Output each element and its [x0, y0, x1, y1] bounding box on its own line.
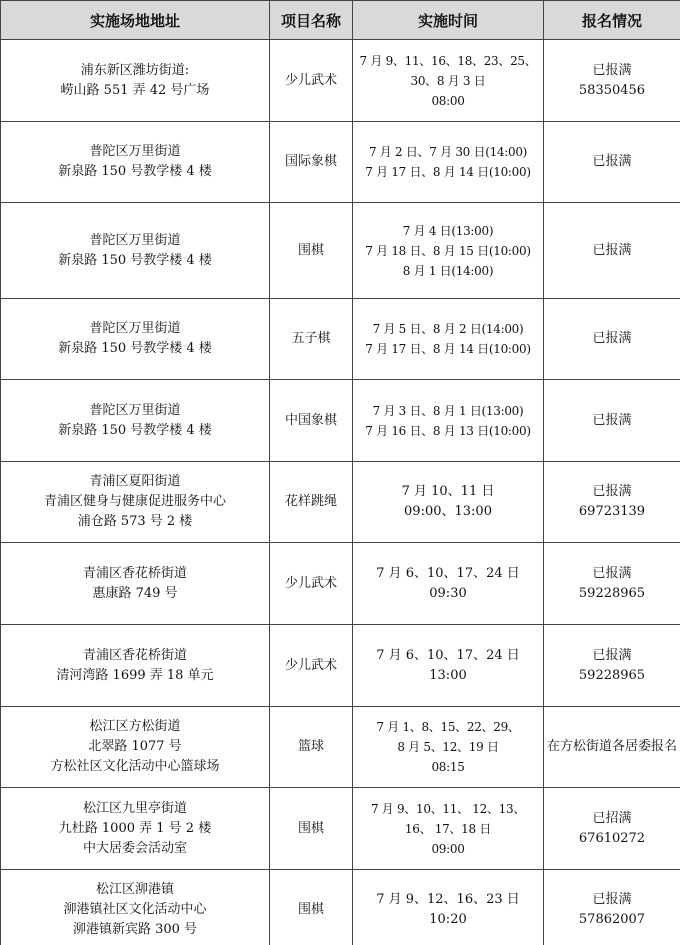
- time-line: 7 月 3 日、8 月 1 日(13:00): [372, 403, 524, 418]
- header-row: [1, 1, 680, 40]
- time-line: 7 月 16 日、8 月 13 日(10:00): [365, 423, 531, 438]
- address-line: 新泉路 150 号教学楼 4 楼: [58, 341, 212, 356]
- table-row: [1, 625, 680, 707]
- time-cell: [353, 707, 544, 788]
- time-line: 7 月 6、10、17、24 日: [376, 647, 520, 663]
- time-line: 7 月 18 日、8 月 15 日(10:00): [365, 243, 531, 258]
- status-text: 已报满: [592, 331, 632, 346]
- time-cell: [353, 299, 544, 380]
- time-line: 8 月 5、12、19 日: [397, 740, 499, 754]
- status-cell: [544, 870, 680, 945]
- address-line: 松江区九里亭街道: [82, 800, 187, 816]
- project-cell: 围棋: [270, 870, 353, 945]
- phone-number: 59228965: [578, 585, 646, 601]
- time-line: 7 月 9、11、16、18、23、25、: [359, 53, 537, 68]
- address-cell: [1, 870, 270, 945]
- address-line: 松江区方松街道: [89, 719, 181, 734]
- status-cell: [544, 299, 680, 380]
- status-cell: [544, 625, 680, 707]
- status-text: 已报满: [592, 484, 632, 499]
- address-line: 清河湾路 1699 弄 18 单元: [56, 667, 214, 683]
- status-cell: [544, 788, 680, 870]
- time-line: 7 月 9、12、16、23 日: [376, 892, 520, 907]
- time-line: 7 月 2 日、7 月 30 日(14:00): [368, 145, 528, 159]
- time-line: 7 月 17 日、8 月 14 日(10:00): [365, 165, 531, 179]
- status-text: 已报满: [592, 242, 632, 258]
- time-cell: [353, 543, 544, 625]
- status-text: 已报满: [592, 412, 632, 428]
- status-cell: [544, 40, 680, 122]
- time-line: 7 月 1、8、15、22、29、: [376, 720, 520, 734]
- address-line: 青浦区香花桥街道: [82, 647, 187, 663]
- address-line: 泖港镇社区文化活动中心: [63, 902, 207, 917]
- time-line: 10:20: [429, 912, 467, 927]
- time-line: 7 月 4 日(13:00): [402, 223, 494, 238]
- status-text: 已报满: [592, 62, 632, 78]
- time-line: 08:00: [431, 93, 465, 108]
- address-cell: [1, 707, 270, 788]
- table-row: [1, 203, 680, 299]
- status-cell: [544, 203, 680, 299]
- table-row: [1, 788, 680, 870]
- time-line: 30、8 月 3 日: [410, 73, 486, 88]
- time-cell: [353, 40, 544, 122]
- phone-number: 57862007: [578, 912, 646, 927]
- address-cell: [1, 203, 270, 299]
- address-line: 青浦区健身与健康促进服务中心: [43, 494, 226, 509]
- status-cell: [544, 707, 680, 788]
- time-line: 13:00: [429, 667, 467, 683]
- time-line: 7 月 10、11 日: [401, 484, 495, 499]
- address-line: 浦东新区潍坊街道:: [80, 62, 190, 78]
- address-line: 方松社区文化活动中心篮球场: [50, 759, 220, 774]
- time-cell: [353, 203, 544, 299]
- address-line: 崂山路 551 弄 42 号广场: [60, 82, 210, 98]
- address-cell: [1, 462, 270, 543]
- header-project: 项目名称: [270, 1, 353, 40]
- address-cell: [1, 380, 270, 462]
- status-text: 已报满: [592, 647, 632, 663]
- status-text: 已报满: [592, 154, 632, 169]
- time-line: 8 月 1 日(14:00): [402, 263, 494, 278]
- address-line: 松江区泖港镇: [95, 882, 174, 897]
- header-status: 报名情况: [544, 1, 680, 40]
- status-text: 在方松街道各居委报名: [546, 739, 677, 754]
- address-line: 中大居委会活动室: [82, 840, 187, 856]
- project-cell: 五子棋: [270, 299, 353, 380]
- time-cell: [353, 462, 544, 543]
- address-line: 普陀区万里街道: [89, 321, 181, 336]
- project-cell: 中国象棋: [270, 380, 353, 462]
- time-line: 09:00: [431, 841, 465, 856]
- time-cell: [353, 788, 544, 870]
- time-line: 16、 17、18 日: [404, 821, 492, 836]
- table-row: [1, 122, 680, 203]
- project-cell: 少儿武术: [270, 40, 353, 122]
- table-row: [1, 707, 680, 788]
- address-cell: [1, 788, 270, 870]
- status-cell: [544, 462, 680, 543]
- status-cell: [544, 543, 680, 625]
- address-line: 普陀区万里街道: [89, 232, 181, 248]
- address-line: 浦仓路 573 号 2 楼: [77, 514, 193, 529]
- project-cell: 少儿武术: [270, 543, 353, 625]
- time-cell: [353, 870, 544, 945]
- header-address: 实施场地地址: [1, 1, 270, 40]
- time-line: 7 月 9、10、11、 12、13、: [370, 801, 526, 816]
- time-cell: [353, 625, 544, 707]
- phone-number: 58350456: [578, 82, 646, 98]
- address-line: 北翠路 1077 号: [88, 739, 182, 754]
- time-line: 7 月 6、10、17、24 日: [376, 565, 520, 581]
- status-cell: [544, 122, 680, 203]
- address-line: 惠康路 749 号: [92, 585, 178, 601]
- table-row: [1, 462, 680, 543]
- status-text: 已报满: [592, 565, 632, 581]
- address-cell: [1, 40, 270, 122]
- status-cell: [544, 380, 680, 462]
- project-cell: 围棋: [270, 203, 353, 299]
- time-line: 09:30: [429, 585, 467, 601]
- time-line: 09:00、13:00: [404, 504, 492, 519]
- address-cell: [1, 299, 270, 380]
- address-line: 泖港镇新宾路 300 号: [72, 922, 198, 937]
- address-line: 新泉路 150 号教学楼 4 楼: [58, 164, 212, 179]
- project-cell: 花样跳绳: [270, 462, 353, 543]
- address-line: 新泉路 150 号教学楼 4 楼: [58, 422, 212, 438]
- time-line: 7 月 17 日、8 月 14 日(10:00): [365, 342, 531, 356]
- table-row: [1, 380, 680, 462]
- table-row: [1, 299, 680, 380]
- project-cell: 篮球: [270, 707, 353, 788]
- address-line: 青浦区夏阳街道: [89, 474, 181, 489]
- address-line: 普陀区万里街道: [89, 144, 181, 159]
- status-text: 已招满: [592, 810, 632, 826]
- address-line: 青浦区香花桥街道: [82, 565, 187, 581]
- status-text: 已报满: [592, 892, 632, 907]
- time-line: 7 月 5 日、8 月 2 日(14:00): [372, 322, 524, 336]
- address-cell: [1, 625, 270, 707]
- phone-number: 59228965: [578, 667, 646, 683]
- project-cell: 少儿武术: [270, 625, 353, 707]
- address-line: 九杜路 1000 弄 1 号 2 楼: [58, 820, 212, 836]
- project-cell: 围棋: [270, 788, 353, 870]
- table-row: [1, 543, 680, 625]
- address-line: 新泉路 150 号教学楼 4 楼: [58, 252, 212, 268]
- phone-number: 69723139: [578, 504, 646, 519]
- phone-number: 67610272: [578, 830, 646, 846]
- header-time: 实施时间: [353, 1, 544, 40]
- table-row: [1, 870, 680, 945]
- address-cell: [1, 122, 270, 203]
- table-row: [1, 40, 680, 122]
- time-cell: [353, 122, 544, 203]
- time-line: 08:15: [431, 760, 465, 774]
- address-line: 普陀区万里街道: [89, 402, 181, 418]
- time-cell: [353, 380, 544, 462]
- project-cell: 国际象棋: [270, 122, 353, 203]
- address-cell: [1, 543, 270, 625]
